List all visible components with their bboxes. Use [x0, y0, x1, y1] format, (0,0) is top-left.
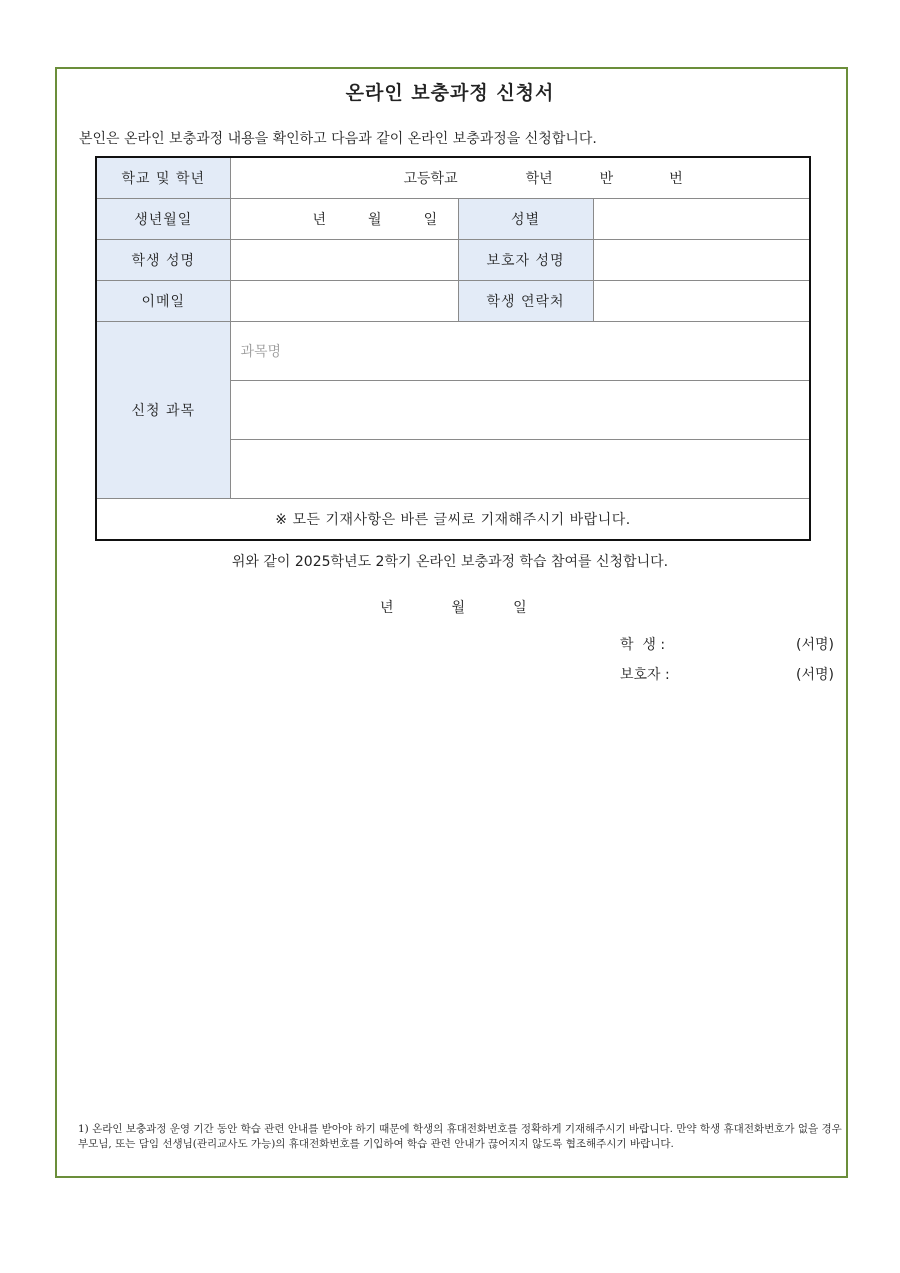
date-year: 년	[380, 600, 394, 616]
name-row	[96, 240, 810, 281]
contact-row	[96, 281, 810, 322]
subject-label: 신청 과목	[96, 322, 230, 499]
student-name-field[interactable]	[230, 240, 458, 281]
subject-field-1[interactable]: 과목명	[230, 322, 810, 381]
form-title: 온라인 보충과정 신청서	[345, 82, 555, 104]
school-grade: 학년	[525, 171, 553, 187]
table-note: ※ 모든 기재사항은 바른 글씨로 기재해주시기 바랍니다.	[96, 499, 810, 541]
guardian-sign-label: 보호자 :	[620, 667, 670, 683]
declaration-text: 위와 같이 2025학년도 2학기 온라인 보충과정 학습 참여를 신청합니다.	[231, 554, 669, 570]
gender-field[interactable]	[593, 199, 810, 240]
school-field[interactable]	[230, 157, 810, 199]
note-row	[96, 499, 810, 541]
school-num: 번	[669, 171, 683, 187]
guardian-name-label: 보호자 성명	[458, 240, 593, 281]
guardian-sign-mark[interactable]: (서명)	[796, 667, 834, 683]
subject-field-2[interactable]	[230, 381, 810, 440]
school-label: 학교 및 학년	[96, 157, 230, 199]
birth-row	[96, 199, 810, 240]
date-month: 월	[451, 600, 466, 616]
birth-day: 일	[423, 212, 438, 228]
subject-field-3[interactable]	[230, 440, 810, 499]
footnote: 1) 온라인 보충과정 운영 기간 동안 학습 관련 안내를 받아야 하기 때문에 학생의 휴대전화번호를 정확하게 기재해주시기 바랍니다. 만약 학생 휴대전화번호가 없을 경우 부모님, 또는 담임 선생님(관리교사도 가능)의 휴대전화번호를 기입하여 학습 관련 안내가 끊어지지 않도록 협조해주시기 바랍니다.	[78, 1123, 842, 1150]
school-high: 고등학교	[403, 171, 458, 187]
birth-year: 년	[312, 212, 327, 228]
student-phone-label: 학생 연락처	[458, 281, 593, 322]
guardian-name-field[interactable]	[593, 240, 810, 281]
date-day: 일	[513, 600, 527, 616]
birth-label: 생년월일	[96, 199, 230, 240]
birth-month: 월	[368, 212, 382, 228]
birth-field[interactable]	[230, 199, 458, 240]
email-label: 이메일	[96, 281, 230, 322]
date-line	[380, 597, 527, 617]
school-row	[96, 157, 810, 199]
student-sign-label: 학 생 :	[620, 637, 666, 653]
email-field[interactable]	[230, 281, 458, 322]
gender-label: 성별	[458, 199, 593, 240]
student-sign-mark[interactable]: (서명)	[796, 637, 834, 653]
student-name-label: 학생 성명	[96, 240, 230, 281]
intro-text: 본인은 온라인 보충과정 내용을 확인하고 다음과 같이 온라인 보충과정을 신청합니다.	[79, 131, 597, 147]
student-phone-field[interactable]	[593, 281, 810, 322]
subject-row-1	[96, 322, 810, 381]
application-table	[95, 156, 811, 541]
school-class: 반	[599, 171, 614, 187]
